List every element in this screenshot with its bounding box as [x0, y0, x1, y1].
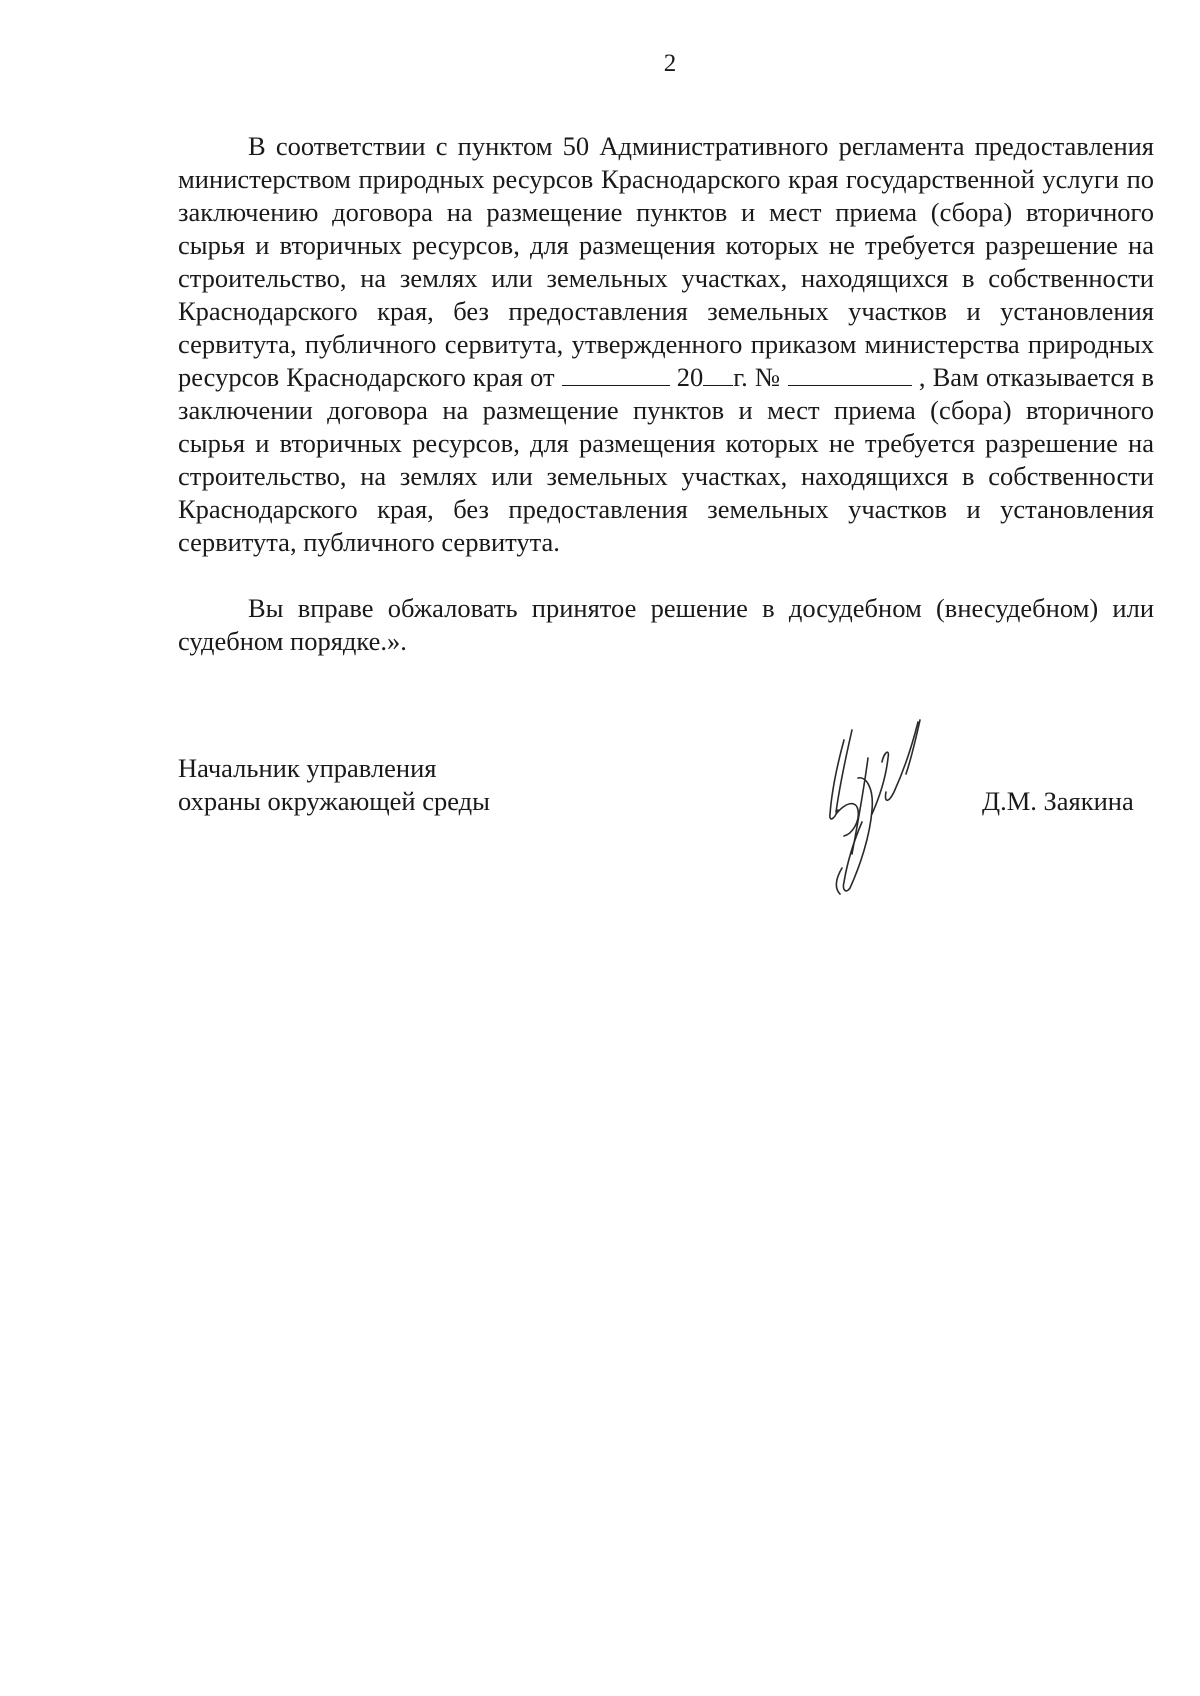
signatory-title-line2: охраны окружающей среды	[178, 786, 490, 816]
order-number-blank-field	[788, 363, 912, 386]
paragraph-refusal-text-start: В соответствии с пунктом 50 Административного регламента предоставления министерством природных ресурсов Краснодарского края государственной услуги по заключению договора на размещение пунктов и мест приема (сбора) вторичного сырья и вторичных ресурсов, для размещения которых не требуется разрешение на строительство, на землях или земельных участках, находящихся в собственности Краснодарского края, без предоставления земельных участков и установления сервитута, публичного сервитута, утвержденного приказом министерства природных ресурсов Краснодарского края от	[178, 131, 1154, 392]
year-suffix: г. №	[733, 362, 781, 392]
paragraph-appeal: Вы вправе обжаловать принятое решение в досудебном (внесудебном) или судебном порядке.».	[178, 593, 1154, 656]
signatory-name: Д.М. Заякина	[982, 786, 1134, 816]
page-number: 2	[663, 50, 677, 77]
paragraph-refusal-text-end: , Вам отказывается в заключении договора на размещение пунктов и мест приема (сбора) вторичного сырья и вторичных ресурсов, для размещения которых не требуется разрешение на строительство, на землях или земельных участках, находящихся в собственности Краснодарского края, без предоставления земельных участков и установления сервитута, публичного сервитута.	[178, 362, 1155, 557]
signatory-title-line1: Начальник управления	[178, 753, 437, 783]
paragraph-refusal	[178, 130, 1154, 559]
year-prefix: 20	[676, 362, 704, 392]
year-blank-field	[703, 363, 733, 386]
handwritten-signature	[822, 718, 952, 896]
signatory-title	[178, 752, 490, 818]
letter-body	[178, 130, 1154, 658]
date-blank-field	[562, 363, 670, 386]
